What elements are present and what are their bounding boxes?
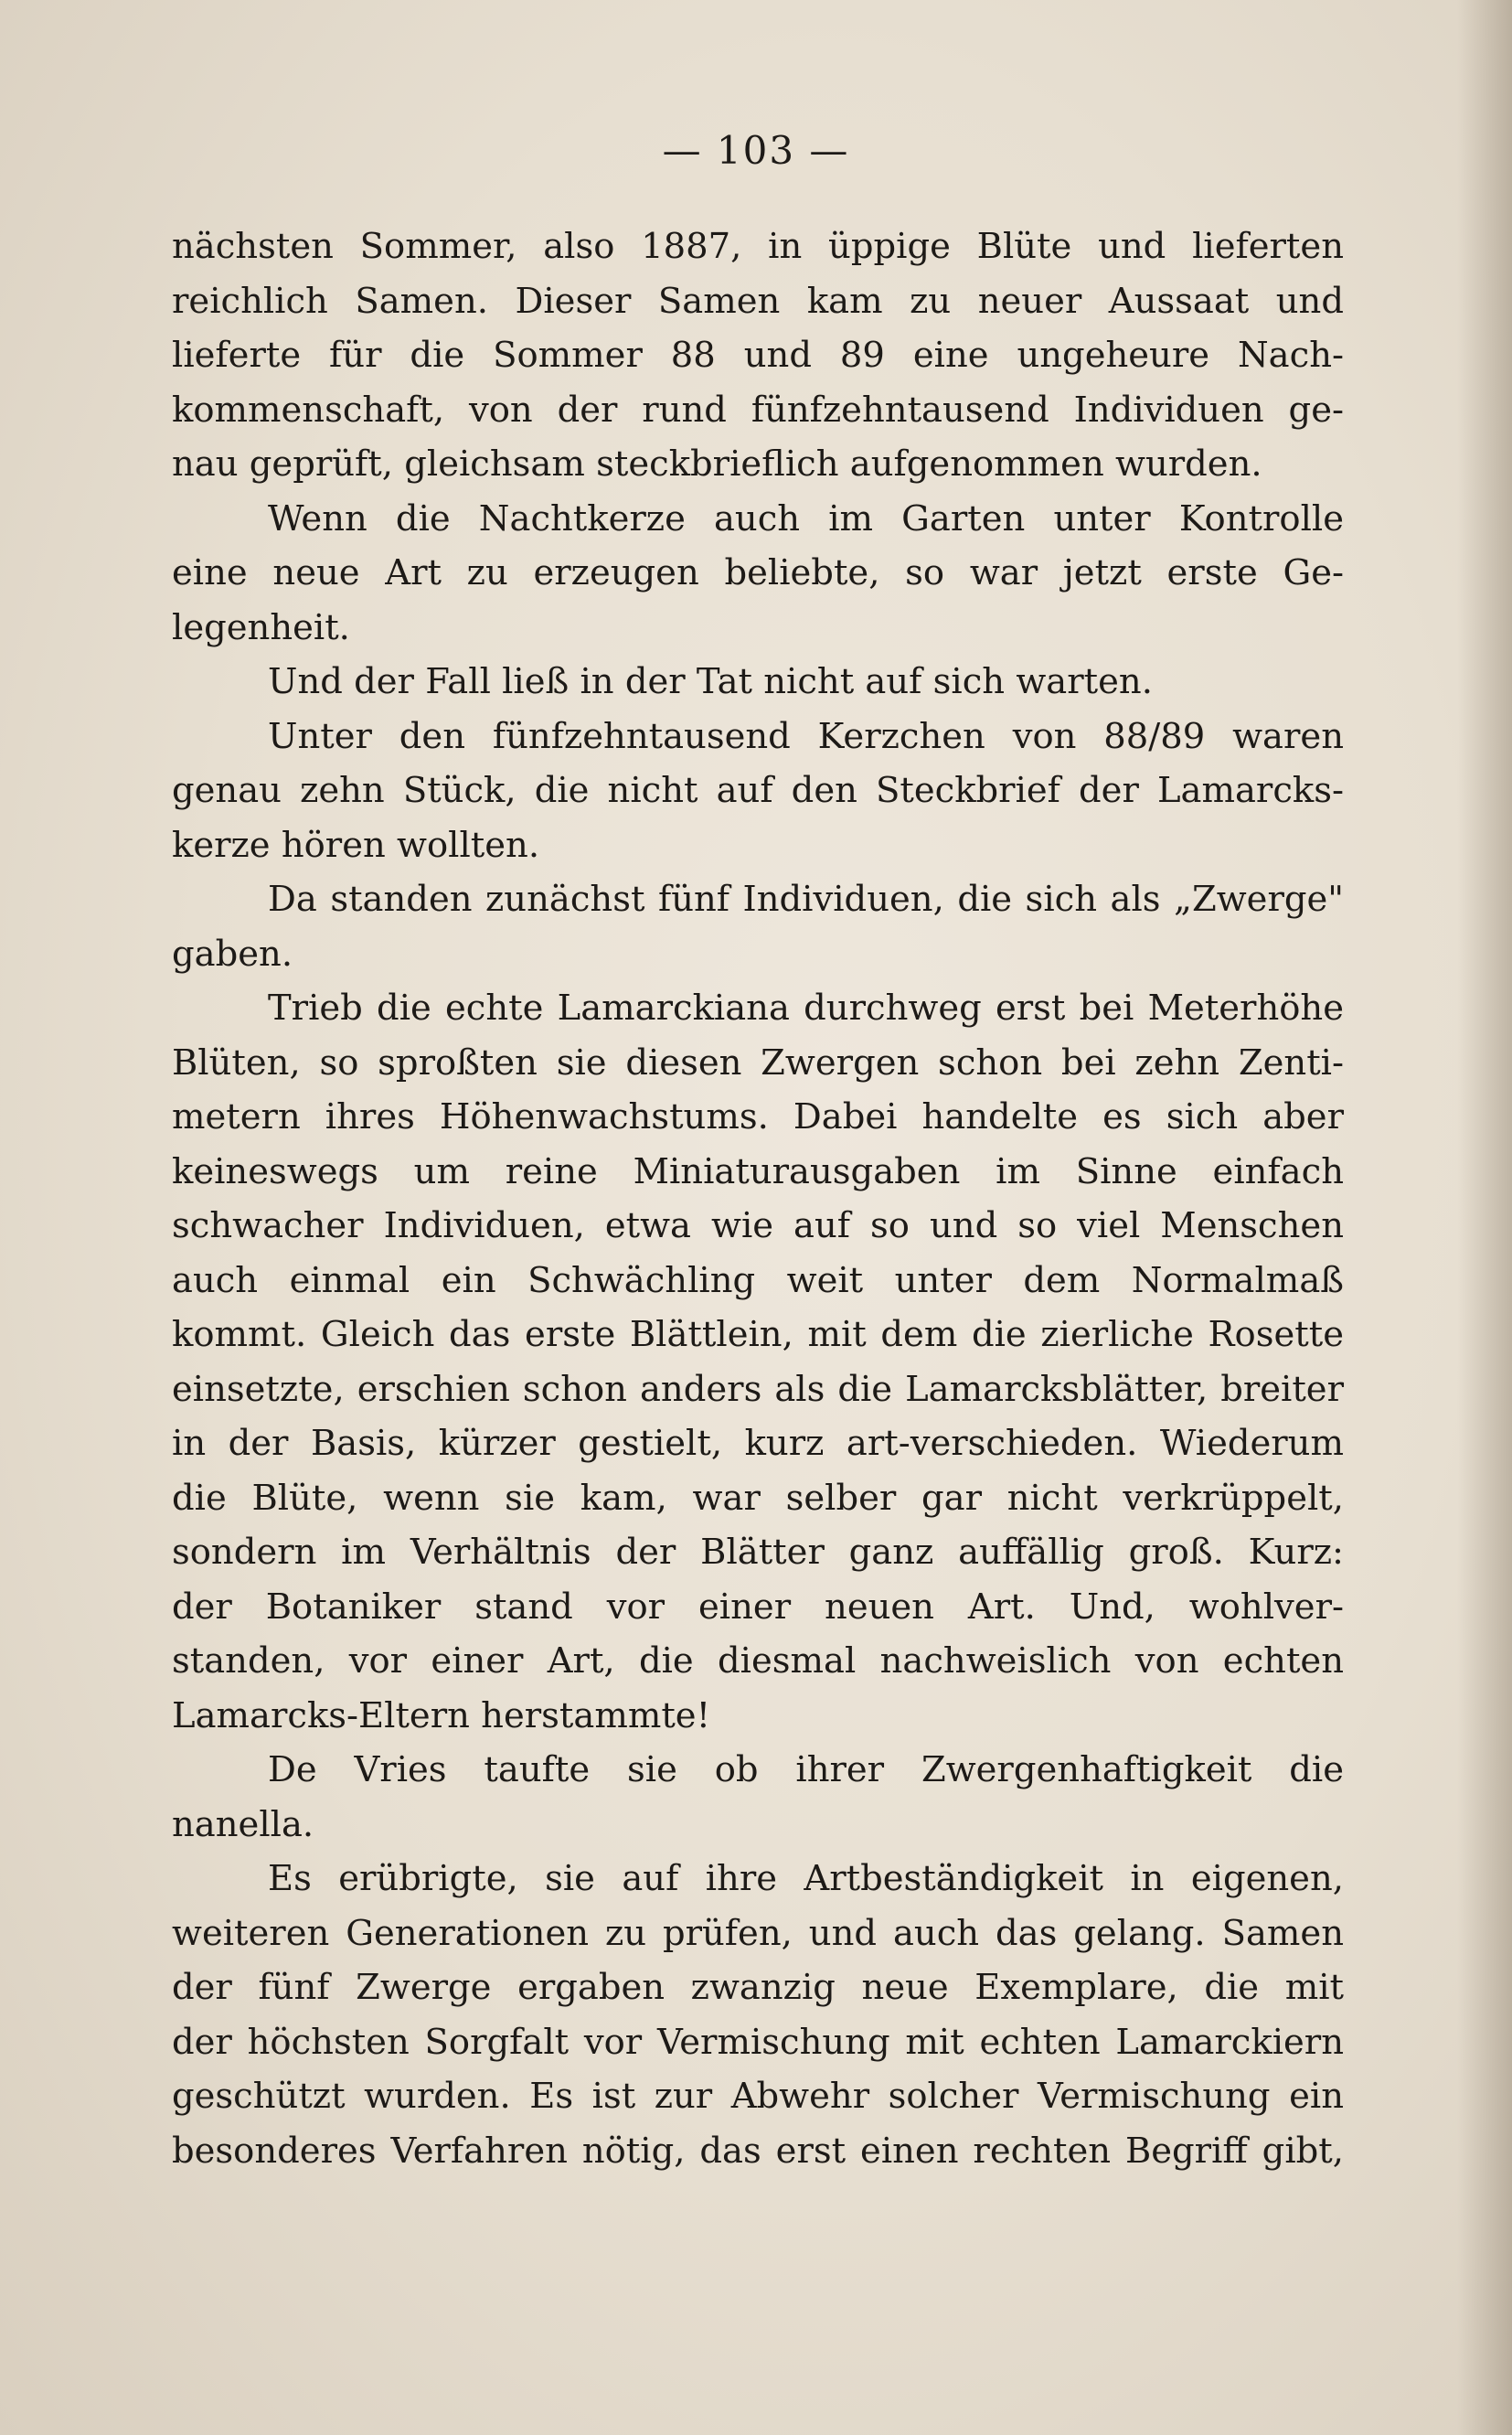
text-line: der höchsten Sorgfalt vor Vermischung mit echten Lamarckiern <box>172 2021 1344 2063</box>
text-line: nächsten Sommer, also 1887, in üppige Blüte und lieferten <box>172 226 1344 267</box>
body-text <box>172 219 1344 2178</box>
text-line: einsetzte, erschien schon anders als die Lamarcksblätter, breiter <box>172 1368 1344 1410</box>
text-line: die Blüte, wenn sie kam, war selber gar nicht verkrüppelt, <box>172 1477 1344 1519</box>
text-line: der fünf Zwerge ergaben zwanzig neue Exemplare, die mit <box>172 1967 1344 2008</box>
text-line: sondern im Verhältnis der Blätter ganz auffällig groß. Kurz: <box>172 1532 1344 1573</box>
text-line: standen, vor einer Art, die diesmal nachweislich von echten <box>172 1640 1344 1682</box>
text-line: besonderes Verfahren nötig, das erst einen rechten Begriff gibt, <box>172 2130 1344 2172</box>
text-line: eine neue Art zu erzeugen beliebte, so war jetzt erste Ge- <box>172 552 1344 593</box>
text-line: in der Basis, kürzer gestielt, kurz art-verschieden. Wiederum <box>172 1423 1344 1464</box>
text-line: metern ihres Höhenwachstums. Dabei handelte es sich aber <box>172 1096 1344 1137</box>
text-line: Blüten, so sproßten sie diesen Zwergen schon bei zehn Zenti- <box>172 1041 1344 1084</box>
text-line: genau zehn Stück, die nicht auf den Steckbrief der Lamarcks- <box>172 770 1344 811</box>
text-line: geschützt wurden. Es ist zur Abwehr solcher Vermischung ein <box>172 2076 1344 2117</box>
text-line: Wenn die Nachtkerze auch im Garten unter Kontrolle <box>268 497 1344 539</box>
page-edge-shadow <box>1457 0 1512 2435</box>
text-line: auch einmal ein Schwächling weit unter dem Normalmaß <box>172 1259 1344 1301</box>
text-line: lieferte für die Sommer 88 und 89 eine ungeheure Nach- <box>172 335 1344 376</box>
text-line: der Botaniker stand vor einer neuen Art. Und, wohlver- <box>172 1586 1344 1628</box>
text-line: Unter den fünfzehntausend Kerzchen von 88/89 waren <box>268 715 1344 757</box>
text-line: nanella. <box>172 1803 314 1845</box>
text-line: De Vries taufte sie ob ihrer Zwergenhaftigkeit die <box>268 1749 1344 1790</box>
text-line: weiteren Generationen zu prüfen, und auch das gelang. Samen <box>172 1912 1344 1954</box>
text-line: Es erübrigte, sie auf ihre Artbeständigkeit in eigenen, <box>268 1858 1344 1899</box>
text-line: reichlich Samen. Dieser Samen kam zu neuer Aussaat und <box>172 280 1344 322</box>
text-line: keineswegs um reine Miniaturausgaben im Sinne einfach <box>172 1150 1344 1192</box>
text-line: kerze hören wollten. <box>172 824 540 866</box>
text-line: Lamarcks-Eltern herstammte! <box>172 1694 711 1736</box>
text-line: schwacher Individuen, etwa wie auf so und so viel Menschen <box>172 1205 1344 1246</box>
text-line: Da standen zunächst fünf Individuen, die sich als „Zwerge" <box>268 879 1344 920</box>
text-line: Und der Fall ließ in der Tat nicht auf sich warten. <box>268 661 1153 702</box>
text-line: kommt. Gleich das erste Blättlein, mit dem die zierliche Rosette <box>172 1314 1344 1355</box>
text-line: legenheit. <box>172 606 350 648</box>
text-line: Trieb die echte Lamarckiana durchweg erst bei Meterhöhe <box>268 988 1344 1029</box>
text-line: nau geprüft, gleichsam steckbrieflich aufgenommen wurden. <box>172 443 1262 485</box>
text-line: kommenschaft, von der rund fünfzehntausend Individuen ge- <box>172 389 1344 431</box>
text-line: gaben. <box>172 933 293 975</box>
page-number-header: — 103 — <box>662 128 850 173</box>
